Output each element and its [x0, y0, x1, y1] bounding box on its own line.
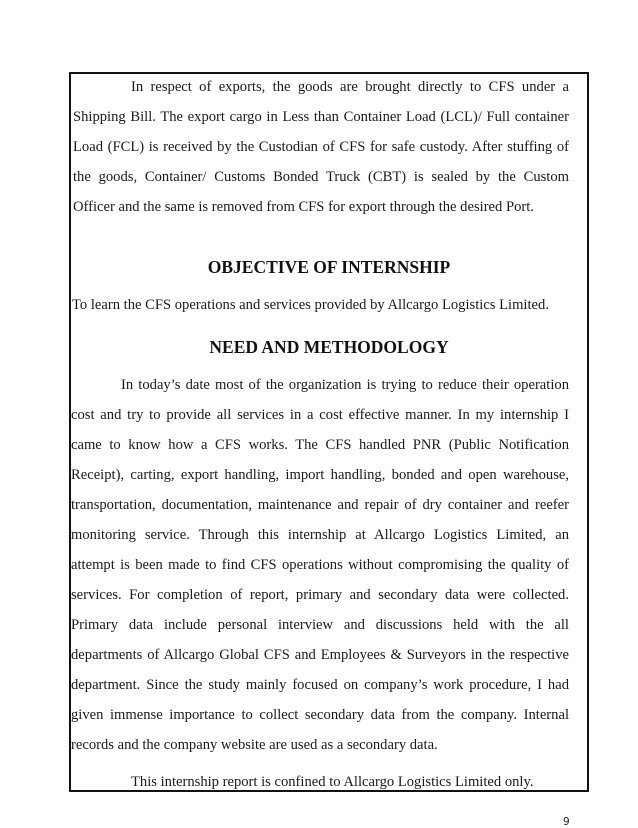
need-methodology-heading: NEED AND METHODOLOGY: [209, 337, 449, 357]
paragraph-line: In today’s date most of the organization is trying to reduce their operation: [121, 377, 569, 393]
paragraph-line: Receipt), carting, export handling, import handling, bonded and open warehouse,: [71, 467, 569, 483]
paragraph-line: the goods, Container/ Customs Bonded Truck (CBT) is sealed by the Custom: [73, 169, 569, 185]
paragraph-line: Officer and the same is removed from CFS for export through the desired Port.: [73, 199, 534, 215]
paragraph-line: Load (FCL) is received by the Custodian of CFS for safe custody. After stuffing of: [73, 139, 569, 155]
closing-statement: This internship report is confined to Allcargo Logistics Limited only.: [131, 774, 534, 790]
paragraph-line: department. Since the study mainly focused on company’s work procedure, I had: [71, 677, 569, 693]
paragraph-line: Primary data include personal interview and discussions held with the all: [71, 617, 569, 633]
page-number: 9: [563, 816, 570, 828]
objective-text: To learn the CFS operations and services provided by Allcargo Logistics Limited.: [72, 297, 549, 313]
page-border-frame: [69, 72, 589, 828]
paragraph-line: records and the company website are used as a secondary data.: [71, 737, 438, 753]
paragraph-line: cost and try to provide all services in a cost effective manner. In my internship I: [71, 407, 569, 423]
paragraph-line: attempt is been made to find CFS operations without compromising the quality of: [71, 557, 569, 573]
paragraph-line: came to know how a CFS works. The CFS handled PNR (Public Notification: [71, 437, 569, 453]
paragraph-line: transportation, documentation, maintenance and repair of dry container and reefer: [71, 497, 569, 513]
paragraph-line: given immense importance to collect secondary data from the company. Internal: [71, 707, 569, 723]
objective-heading: OBJECTIVE OF INTERNSHIP: [207, 257, 451, 277]
paragraph-line: In respect of exports, the goods are brought directly to CFS under a: [131, 79, 569, 95]
paragraph-line: monitoring service. Through this internship at Allcargo Logistics Limited, an: [71, 527, 569, 543]
paragraph-line: services. For completion of report, primary and secondary data were collected.: [71, 587, 569, 603]
paragraph-line: departments of Allcargo Global CFS and Employees & Surveyors in the respective: [71, 647, 569, 663]
paragraph-line: Shipping Bill. The export cargo in Less than Container Load (LCL)/ Full container: [73, 109, 569, 125]
